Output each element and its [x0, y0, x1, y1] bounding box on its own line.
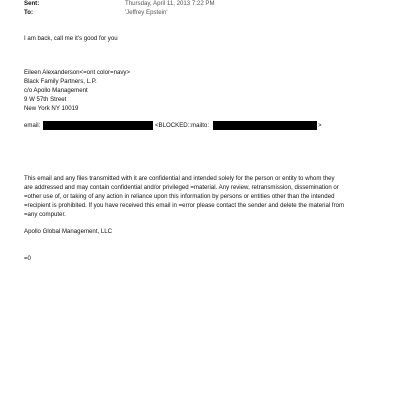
email-label: email: [24, 122, 41, 129]
blocked-mailto-prefix: <BLOCKED::mailto: [155, 122, 210, 129]
sent-label: Sent: [24, 0, 40, 7]
signature-care-of: c/o Apollo Management [24, 87, 88, 94]
to-value: 'Jeffrey Epstein' [125, 9, 168, 16]
message-body: I am back, call me it's good for you [24, 35, 118, 42]
signature-name: Eileen Alexanderson<=ont color=navy> [24, 69, 131, 76]
company-footer: Apollo Global Management, LLC [24, 228, 113, 235]
sent-value: Thursday, April 11, 2013 7:22 PM [125, 0, 215, 7]
to-label: To: [24, 9, 34, 16]
redaction-box-email [43, 121, 153, 130]
signature-street: 9 W 57th Street [24, 96, 67, 103]
signature-company: Black Family Partners, L.P. [24, 78, 97, 85]
disclaimer-line-4: =recipient is prohibited. If you have received this email in =error please contact the sender and delete the material from [24, 202, 345, 209]
blocked-mailto-suffix: > [318, 122, 322, 129]
disclaimer-line-3: =other use of, or taking of any action in reliance upon this information by persons or entities other than the intended [24, 193, 335, 200]
signature-city: New York NY 10019 [24, 105, 79, 112]
disclaimer-line-5: =any computer. [24, 211, 66, 218]
message-trailer: =0 [24, 255, 31, 262]
disclaimer-line-1: This email and any files transmitted with it are confidential and intended solely for the person or entity to whom they [24, 175, 335, 182]
disclaimer-line-2: are addressed and may contain confidential and/or privileged =material. Any review, retransmission, dissemination or [24, 184, 339, 191]
redaction-box-mailto [213, 121, 317, 130]
